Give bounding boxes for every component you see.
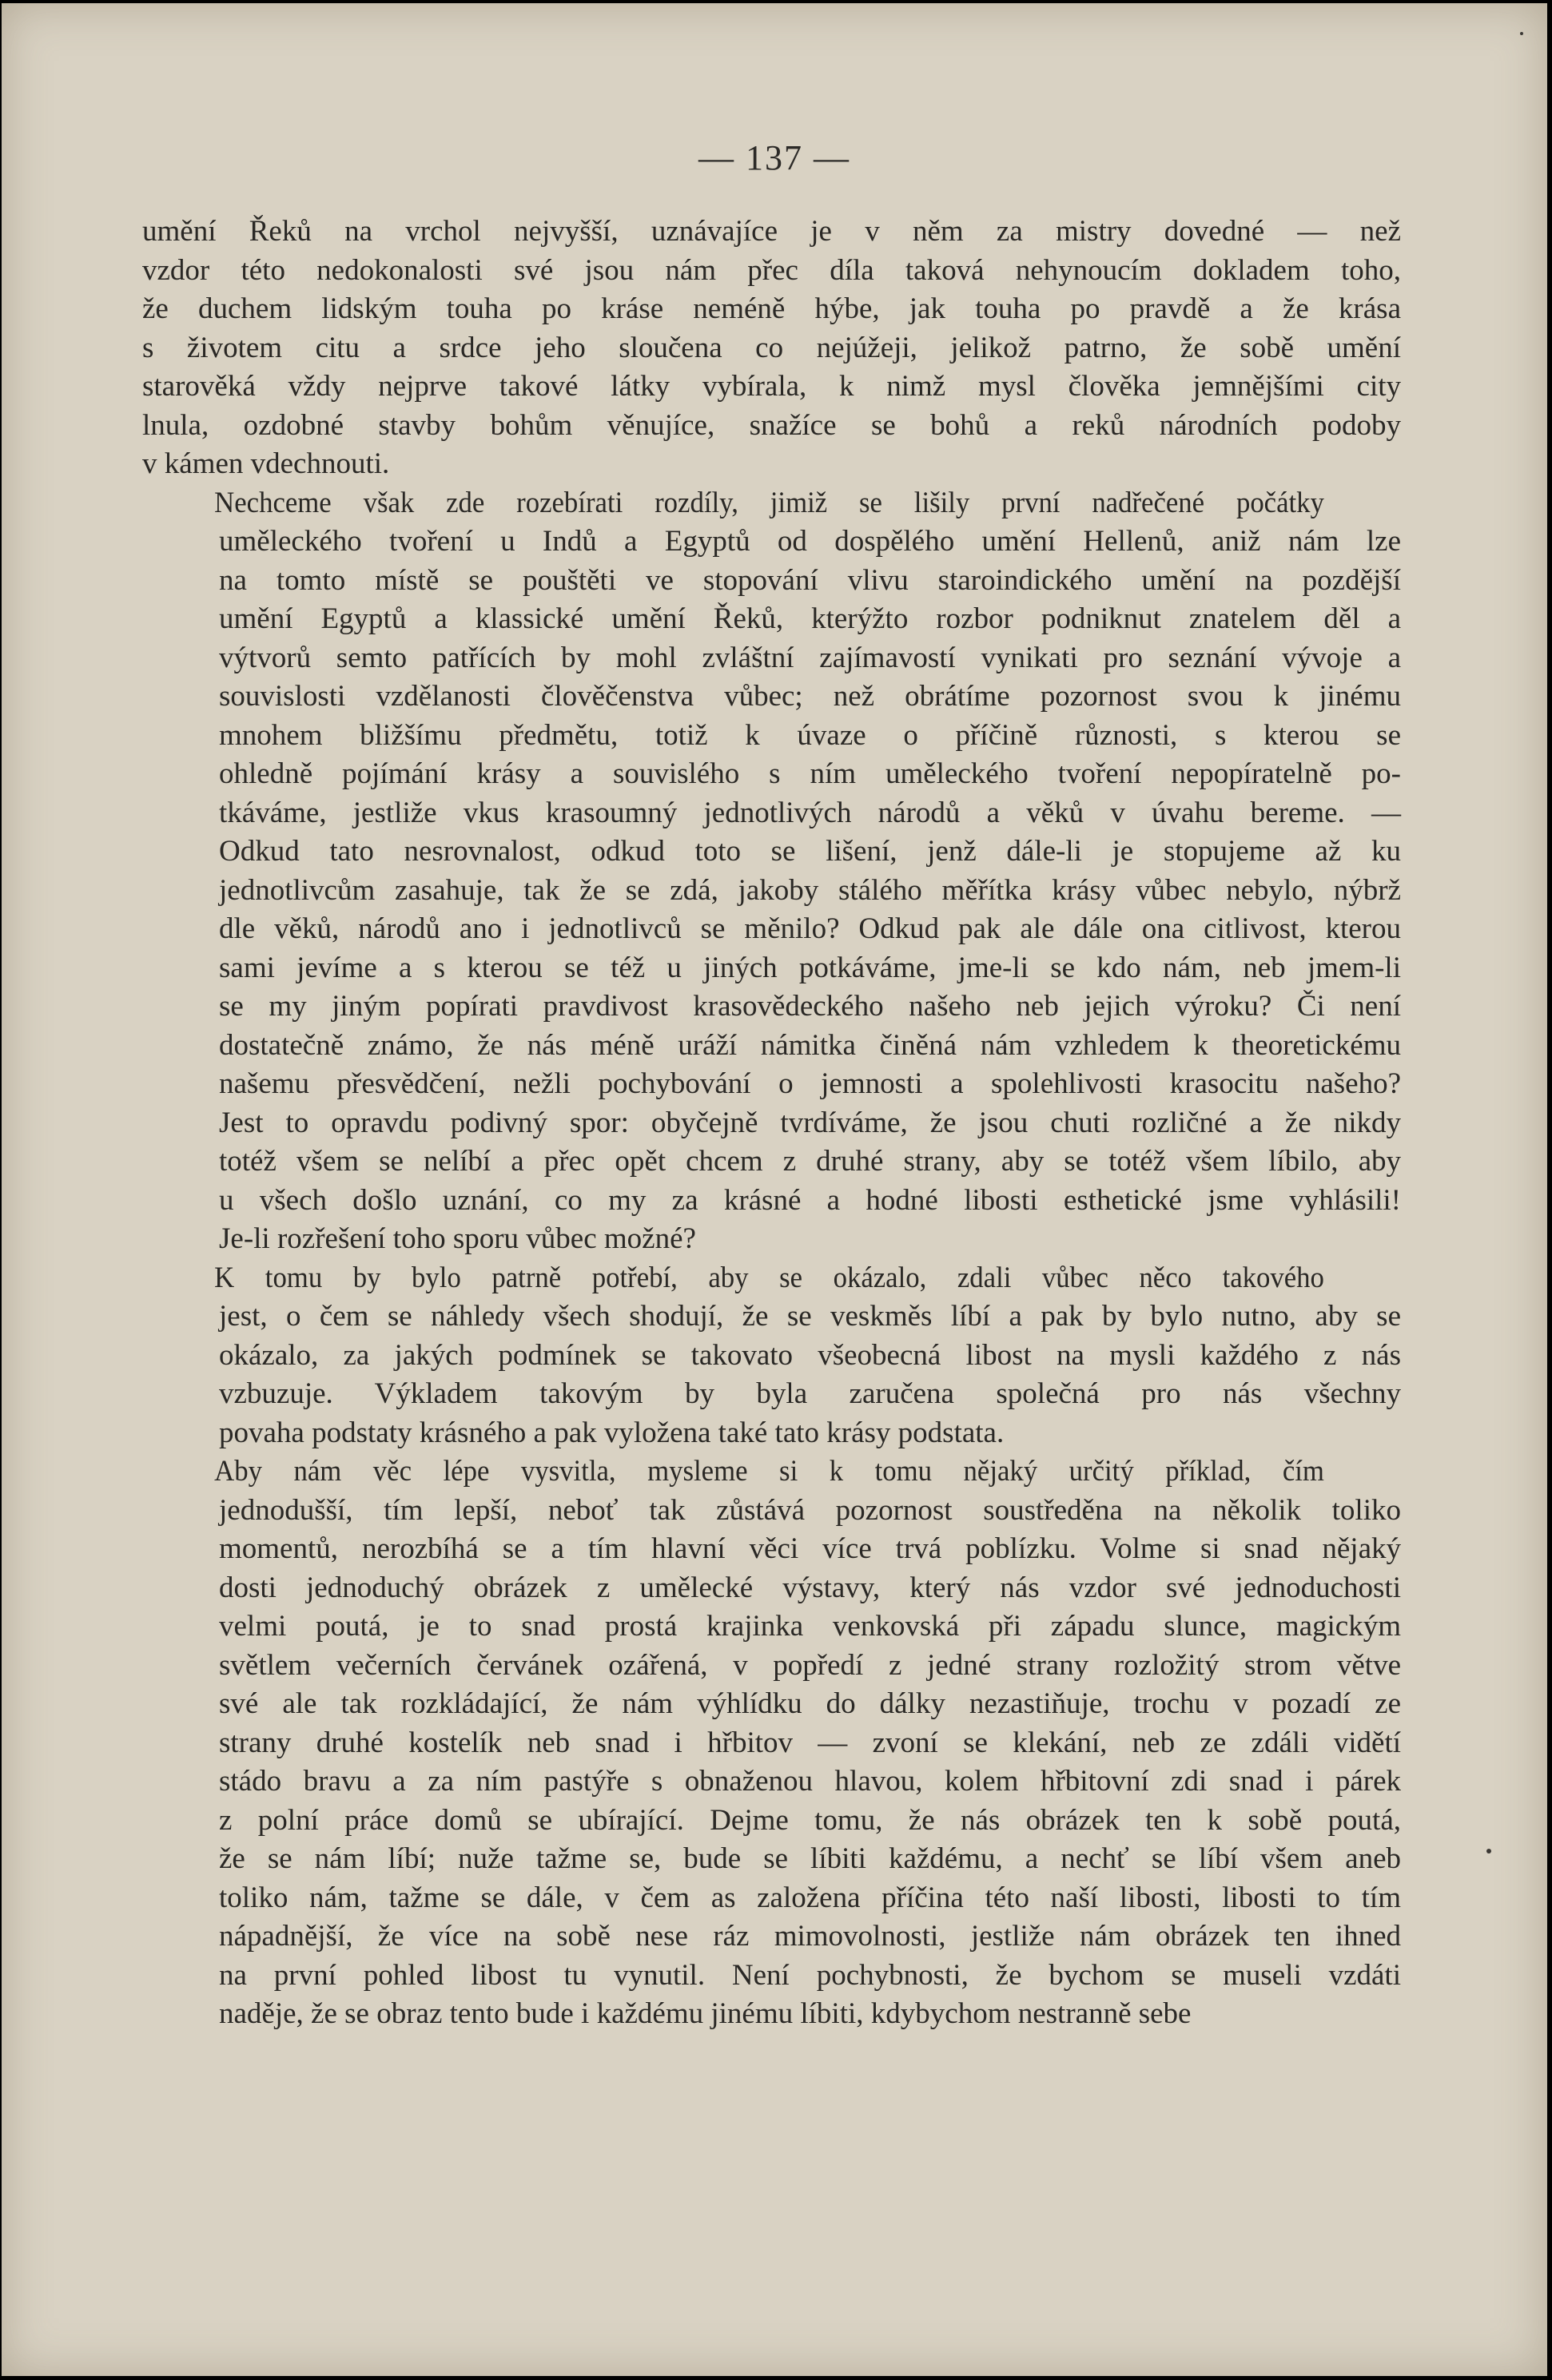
text-line: že se nám líbí; nuže tažme se, bude se líbiti každému, a nechť se líbí všem aneb xyxy=(219,1842,1401,1875)
text-line: starověká vždy nejprve takové látky vybírala, k nimž mysl člověka jemnějšími city xyxy=(142,370,1401,403)
scan-speck xyxy=(1520,32,1523,35)
text-line: okázalo, za jakých podmínek se takovato všeobecná libost na mysli každého z nás xyxy=(219,1338,1401,1372)
text-line: umění Egyptů a klassické umění Řeků, kterýžto rozbor podniknut znatelem děl a xyxy=(219,602,1401,635)
text-line: z polní práce domů se ubírající. Dejme tomu, že nás obrázek ten k sobě poutá, xyxy=(219,1803,1401,1837)
text-line: uměleckého tvoření u Indů a Egyptů od dospělého umění Hellenů, aniž nám lze xyxy=(219,525,1401,558)
text-line: se my jiným popírati pravdivost krasovědeckého našeho neb jejich výroku? Či není xyxy=(219,990,1401,1023)
text-line: našemu přesvědčení, nežli pochybování o jemnosti a spolehlivosti krasocitu našeho? xyxy=(219,1067,1401,1100)
text-line: sami jevíme a s kterou se též u jiných potkáváme, jme-li se kdo nám, neb jmem-li xyxy=(219,951,1401,984)
text-line: mnohem bližšímu předmětu, totiž k úvaze o příčině různosti, s kterou se xyxy=(219,718,1401,752)
text-line: K tomu by bylo patrně potřebí, aby se okázalo, zdali vůbec něco takového xyxy=(214,1261,1324,1294)
text-line: že duchem lidským touha po kráse neméně hýbe, jak touha po pravdě a že krása xyxy=(142,292,1401,325)
scanned-page xyxy=(2,3,1547,2376)
paragraph xyxy=(142,484,1401,1259)
text-line: světlem večerních červánek ozářená, v popředí z jedné strany rozložitý strom větve xyxy=(219,1648,1401,1682)
text-line: Jest to opravdu podivný spor: obyčejně tvrdíváme, že jsou chuti rozličné a že nikdy xyxy=(219,1106,1401,1139)
paragraph xyxy=(142,1259,1401,1453)
text-line: tkáváme, jestliže vkus krasoumný jednotlivých národů a věků v úvahu bereme. — xyxy=(219,796,1401,829)
text-line: na tomto místě se pouštěti ve stopování vlivu staroindického umění na pozdější xyxy=(219,563,1401,597)
text-line: dosti jednoduchý obrázek z umělecké výstavy, který nás vzdor své jednoduchosti xyxy=(219,1571,1401,1604)
text-line: jednodušší, tím lepší, neboť tak zůstává pozornost soustředěna na několik toliko xyxy=(219,1493,1401,1527)
text-line: na první pohled libost tu vynutil. Není pochybnosti, že bychom se museli vzdáti xyxy=(219,1958,1401,1992)
text-line: nápadnější, že více na sobě nese ráz mimovolnosti, jestliže nám obrázek ten ihned xyxy=(219,1920,1401,1953)
text-line: dostatečně známo, že nás méně uráží námitka činěná nám vzhledem k theoretickému xyxy=(219,1028,1401,1062)
text-line: u všech došlo uznání, co my za krásné a hodné libosti esthetické jsme vyhlásili! xyxy=(219,1183,1401,1217)
text-line: vzbuzuje. Výkladem takovým by byla zaručena společná pro nás všechny xyxy=(219,1377,1401,1410)
text-line: momentů, nerozbíhá se a tím hlavní věci více trvá poblízku. Volme si snad nějaký xyxy=(219,1532,1401,1565)
text-line: souvislosti vzdělanosti člověčenstva vůbec; než obrátíme pozornost svou k jinému xyxy=(219,680,1401,713)
scan-speck xyxy=(1486,1849,1491,1854)
text-line: naděje, že se obraz tento bude i každému jinému líbiti, kdybychom nestranně sebe xyxy=(219,1997,1192,2030)
text-line: výtvorů semto patřících by mohl zvláštní zajímavostí vynikati pro seznání vývoje a xyxy=(219,641,1401,674)
page-number: — 137 — xyxy=(698,138,850,177)
text-line: v kámen vdechnouti. xyxy=(142,447,390,480)
body-text xyxy=(142,213,1401,2034)
text-line: stádo bravu a za ním pastýře s obnaženou hlavou, kolem hřbitovní zdi snad i párek xyxy=(219,1765,1401,1798)
text-line: vzdor této nedokonalosti své jsou nám přec díla taková nehynoucím dokladem toho, xyxy=(142,253,1401,287)
text-line: dle věků, národů ano i jednotlivců se měnilo? Odkud pak ale dále ona citlivost, kterou xyxy=(219,912,1401,945)
text-line: s životem citu a srdce jeho sloučena co nejúžeji, jelikož patrno, že sobě umění xyxy=(142,331,1401,364)
text-line: ohledně pojímání krásy a souvislého s ním uměleckého tvoření nepopíratelně po- xyxy=(219,757,1401,790)
text-line: velmi poutá, je to snad prostá krajinka venkovská při západu slunce, magickým xyxy=(219,1610,1401,1643)
text-line: Je-li rozřešení toho sporu vůbec možné? xyxy=(219,1222,696,1255)
text-line: strany druhé kostelík neb snad i hřbitov — zvoní se klekání, neb ze zdáli vidětí xyxy=(219,1726,1401,1759)
text-line: umění Řeků na vrchol nejvyšší, uznávajíce je v něm za mistry dovedné — než xyxy=(142,215,1401,248)
text-line: jest, o čem se náhledy všech shodují, že se veskměs líbí a pak by bylo nutno, aby se xyxy=(219,1300,1401,1333)
text-line: své ale tak rozkládající, že nám výhlídku do dálky nezastiňuje, trochu v pozadí ze xyxy=(219,1687,1401,1720)
text-line: toliko nám, tažme se dále, v čem as založena příčina této naší libosti, libosti to tím xyxy=(219,1881,1401,1914)
paragraph xyxy=(142,213,1401,484)
text-line: jednotlivcům zasahuje, tak že se zdá, jakoby stálého měřítka krásy vůbec nebylo, nýbrž xyxy=(219,873,1401,907)
paragraph xyxy=(142,1452,1401,2034)
text-line: Nechceme však zde rozebírati rozdíly, jimiž se lišily první nadřečené počátky xyxy=(214,486,1324,519)
text-line: totéž všem se nelíbí a přec opět chcem z druhé strany, aby se totéž všem líbilo, aby xyxy=(219,1145,1401,1178)
text-line: Odkud tato nesrovnalost, odkud toto se lišení, jenž dále-li je stopujeme až ku xyxy=(219,835,1401,868)
text-line: povaha podstaty krásného a pak vyložena také tato krásy podstata. xyxy=(219,1416,1005,1449)
text-line: lnula, ozdobné stavby bohům věnujíce, snažíce se bohů a reků národních podoby xyxy=(142,408,1401,442)
text-line: Aby nám věc lépe vysvitla, mysleme si k tomu nějaký určitý příklad, čím xyxy=(214,1455,1324,1488)
